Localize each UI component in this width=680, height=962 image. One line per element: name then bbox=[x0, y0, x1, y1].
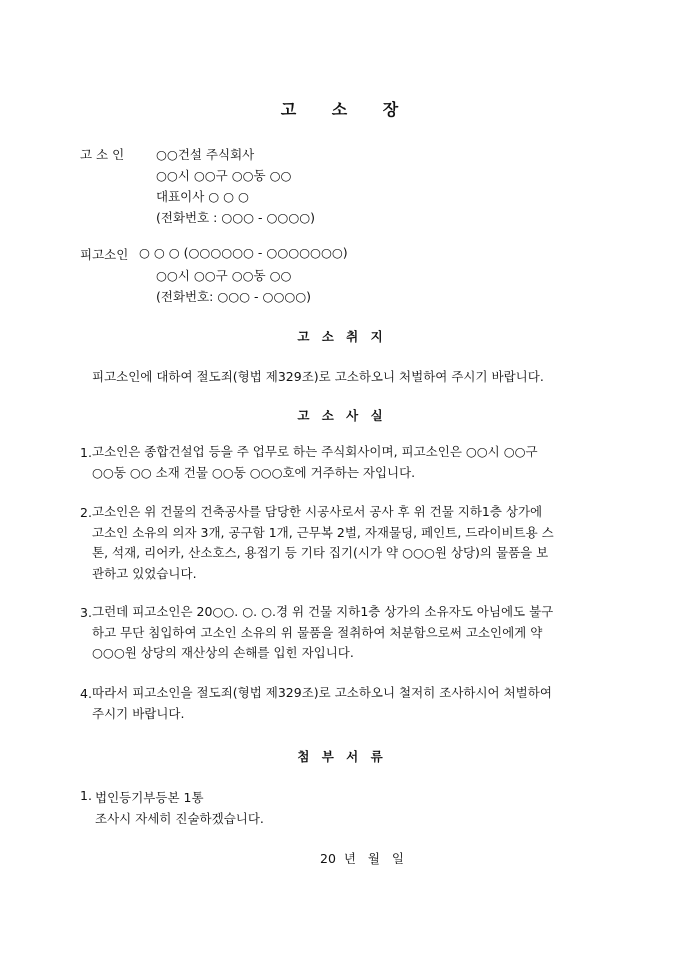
complainant-label: 고 소 인 bbox=[80, 147, 125, 162]
complainant-company: ○○건설 주식회사 bbox=[156, 147, 255, 162]
defendant-label: 피고소인 bbox=[80, 247, 129, 262]
defendant-name-line: ○ ○ ○ (○○○○○○ - ○○○○○○○) bbox=[139, 245, 348, 260]
facts-heading: 고 소 사 실 bbox=[297, 408, 383, 423]
fact-number: 3. bbox=[80, 605, 92, 620]
attachment-number: 1. bbox=[80, 788, 92, 803]
fact-line: 주시기 바랍니다. bbox=[92, 705, 185, 721]
fact-line: 하고 무단 침입하여 고소인 소유의 위 물품을 절취하여 처분함으로써 고소인에게 약 bbox=[92, 624, 543, 640]
complainant-representative: 대표이사 ○ ○ ○ bbox=[156, 189, 249, 204]
fact-line: 관하고 있었습니다. bbox=[92, 565, 197, 581]
complainant-phone: (전화번호 : ○○○ - ○○○○) bbox=[156, 210, 316, 225]
fact-number: 4. bbox=[80, 686, 92, 701]
document-date: 20 년 월 일 bbox=[320, 851, 404, 866]
fact-line: 따라서 피고소인을 절도죄(형법 제329조)로 고소하오니 철저히 조사하시어 처벌하여 bbox=[92, 685, 552, 700]
fact-line: ○○○원 상당의 재산상의 손해를 입힌 자입니다. bbox=[92, 645, 354, 660]
fact-number: 2. bbox=[80, 505, 92, 520]
fact-line: 고소인은 종합건설업 등을 주 업무로 하는 주식회사이며, 피고소인은 ○○시 ○○구 bbox=[92, 444, 538, 459]
fact-number: 1. bbox=[80, 445, 92, 460]
attachments-note: 조사시 자세히 진술하겠습니다. bbox=[95, 811, 264, 826]
defendant-phone: (전화번호: ○○○ - ○○○○) bbox=[156, 289, 312, 304]
fact-line: 그런데 피고소인은 20○○. ○. ○.경 위 건물 지하1층 상가의 소유자도 아님에도 불구 bbox=[92, 604, 554, 619]
purpose-text: 피고소인에 대하여 절도죄(형법 제329조)로 고소하오니 처벌하여 주시기 바랍니다. bbox=[92, 369, 544, 384]
document-title: 고 소 장 bbox=[280, 100, 400, 119]
defendant-address: ○○시 ○○구 ○○동 ○○ bbox=[156, 268, 292, 283]
attachments-heading: 첨 부 서 류 bbox=[297, 749, 383, 764]
attachment-item: 법인등기부등본 1통 bbox=[95, 790, 204, 805]
complainant-address: ○○시 ○○구 ○○동 ○○ bbox=[156, 168, 292, 183]
purpose-heading: 고 소 취 지 bbox=[297, 329, 383, 344]
fact-line: 톤, 석재, 리어카, 산소호스, 용접기 등 기타 집기(시가 약 ○○○원 상당)의 물품을 보 bbox=[92, 545, 549, 560]
fact-line: 고소인은 위 건물의 건축공사를 담당한 시공사로서 공사 후 위 건물 지하1층 상가에 bbox=[92, 504, 543, 519]
fact-line: ○○동 ○○ 소재 건물 ○○동 ○○○호에 거주하는 자입니다. bbox=[92, 464, 416, 480]
fact-line: 고소인 소유의 의자 3개, 공구함 1개, 근무복 2벌, 자재물딩, 페인트, 드라이비트용 스 bbox=[92, 524, 554, 540]
